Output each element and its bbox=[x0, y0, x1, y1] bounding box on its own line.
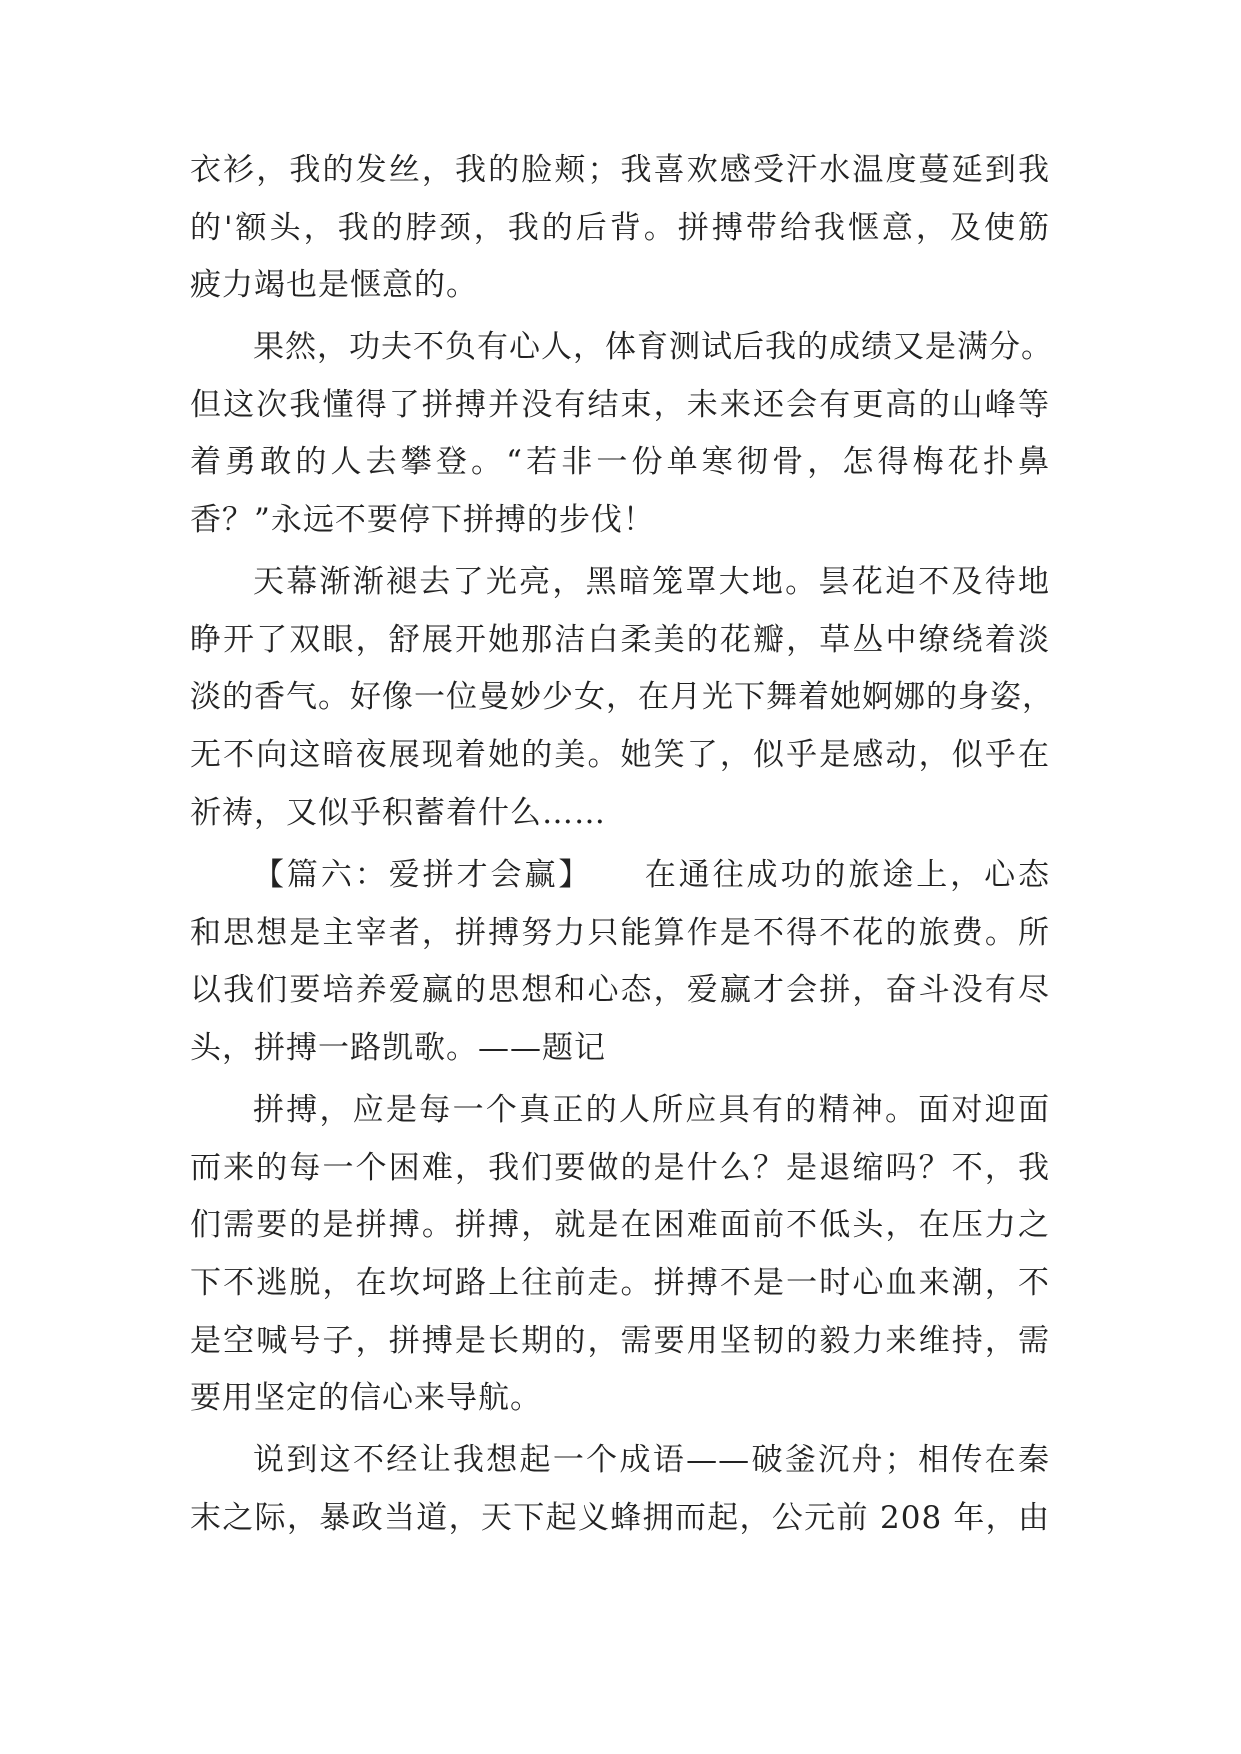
text-line: 淡的香气。好像一位曼妙少女，在月光下舞着她婀娜的身姿， bbox=[190, 679, 1054, 715]
text-line: 睁开了双眼，舒展开她那洁白柔美的花瓣，草丛中缭绕着淡 bbox=[190, 622, 1050, 658]
paragraph-first-line: 果然，功夫不负有心人，体育测试后我的成绩又是满分。 bbox=[253, 329, 1053, 365]
text-line: 但这次我懂得了拼搏并没有结束，未来还会有更高的山峰等 bbox=[190, 387, 1050, 423]
paragraph-first-line: 天幕渐渐褪去了光亮，黑暗笼罩大地。昙花迫不及待地 bbox=[253, 564, 1050, 600]
text-line: 香？”永远不要停下拼搏的步伐！ bbox=[190, 502, 655, 538]
text-line: 末之际，暴政当道，天下起义蜂拥而起，公元前 208 年，由 bbox=[190, 1500, 1050, 1536]
text-line: 要用坚定的信心来导航。 bbox=[190, 1380, 542, 1416]
paragraph-first-line: 拼搏，应是每一个真正的人所应具有的精神。面对迎面 bbox=[253, 1092, 1050, 1128]
text-line: 头，拼搏一路凯歌。——题记 bbox=[190, 1030, 606, 1066]
text-line: 和思想是主宰者，拼搏努力只能算作是不得不花的旅费。所 bbox=[190, 915, 1050, 951]
text-line: 们需要的是拼搏。拼搏，就是在困难面前不低头，在压力之 bbox=[190, 1207, 1050, 1243]
section-heading-line: 【篇六：爱拼才会赢】 在通往成功的旅途上，心态 bbox=[253, 857, 1050, 893]
text-line: 无不向这暗夜展现着她的美。她笑了，似乎是感动，似乎在 bbox=[190, 737, 1050, 773]
paragraph-first-line: 说到这不经让我想起一个成语——破釜沉舟；相传在秦 bbox=[253, 1442, 1050, 1478]
text-line: 以我们要培养爱赢的思想和心态，爱赢才会拼，奋斗没有尽 bbox=[190, 972, 1050, 1008]
text-line: 着勇敢的人去攀登。“若非一份单寒彻骨，怎得梅花扑鼻 bbox=[190, 444, 1050, 480]
text-line: 祈祷，又似乎积蓄着什么…… bbox=[190, 795, 606, 831]
text-line: 下不逃脱，在坎坷路上往前走。拼搏不是一时心血来潮，不 bbox=[190, 1265, 1050, 1301]
text-line: 的'额头，我的脖颈，我的后背。拼搏带给我惬意，及使筋 bbox=[190, 210, 1050, 246]
text-line: 而来的每一个困难，我们要做的是什么？是退缩吗？不，我 bbox=[190, 1150, 1050, 1186]
text-line: 衣衫，我的发丝，我的脸颊；我喜欢感受汗水温度蔓延到我 bbox=[190, 152, 1050, 188]
text-line: 疲力竭也是惬意的。 bbox=[190, 267, 478, 303]
text-line: 是空喊号子，拼搏是长期的，需要用坚韧的毅力来维持，需 bbox=[190, 1323, 1050, 1359]
